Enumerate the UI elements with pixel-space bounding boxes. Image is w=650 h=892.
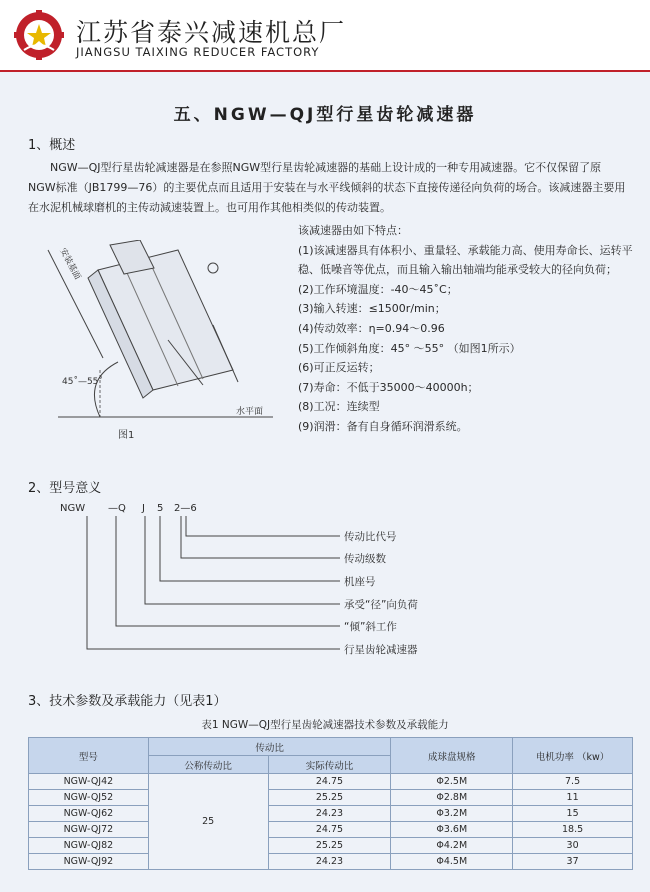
cell-power: 7.5	[513, 774, 633, 790]
table-row	[29, 822, 633, 838]
cell-model: NGW-QJ62	[29, 806, 149, 822]
table-row	[29, 806, 633, 822]
cell-power: 11	[513, 790, 633, 806]
cell-actual: 25.25	[268, 790, 391, 806]
feature-item: (7)寿命：不低于35000～40000h；	[298, 380, 479, 394]
cell-model: NGW-QJ42	[29, 774, 149, 790]
feature-item: (3)输入转速：≤1500r/min；	[298, 302, 446, 316]
feature-item: (2)工作环境温度：-40～45˚C；	[298, 282, 458, 296]
cell-actual: 24.23	[268, 854, 391, 870]
cell-actual: 24.75	[268, 822, 391, 838]
company-logo-icon	[14, 10, 64, 60]
code-meaning: 传动比代号	[344, 531, 397, 543]
cell-actual: 24.23	[268, 806, 391, 822]
cell-power: 37	[513, 854, 633, 870]
cell-model: NGW-QJ72	[29, 822, 149, 838]
features-intro: 该减速器由如下特点：	[298, 224, 408, 237]
table-row	[29, 790, 633, 806]
feature-item: (1)该减速器具有体积小、重量轻、承载能力高、使用寿命长、运转平稳、低噪音等优点，而且输入输出轴端均能承受较大的径向负荷；	[298, 243, 633, 277]
code-part: J	[142, 503, 145, 514]
angle-label: 45˚—55˚	[62, 377, 103, 387]
header-power: 电机功率 （kw）	[513, 738, 633, 774]
company-name-cn: 江苏省泰兴减速机总厂	[76, 18, 347, 47]
feature-item: (4)传动效率：η=0.94～0.96	[298, 321, 445, 335]
mount-surface-label: 安装基面	[57, 246, 83, 282]
header-actual: 实际传动比	[268, 756, 391, 774]
cell-model: NGW-QJ82	[29, 838, 149, 854]
code-meaning: 行星齿轮减速器	[344, 644, 418, 656]
horizontal-plane-label: 水平面	[236, 407, 264, 417]
code-meaning: “倾”斜工作	[344, 621, 397, 633]
header-divider	[0, 70, 650, 72]
company-name-en: JIANGSU TAIXING REDUCER FACTORY	[76, 45, 320, 59]
section-1-heading: 1、概述	[28, 138, 76, 153]
spec-table	[28, 737, 633, 870]
code-meaning: 机座号	[344, 576, 376, 588]
feature-item: (6)可正反运转；	[298, 361, 380, 375]
section-2-heading: 2、型号意义	[28, 481, 102, 496]
feature-item: (8)工况：连续型	[298, 400, 380, 414]
cell-gear: Φ4.5M	[391, 854, 513, 870]
feature-item: (9)润滑：备有自身循环润滑系统。	[298, 419, 468, 433]
cell-gear: Φ2.5M	[391, 774, 513, 790]
code-part: —Q	[108, 503, 126, 514]
angle-arc	[94, 362, 118, 417]
cell-gear: Φ3.6M	[391, 822, 513, 838]
header-ratio: 传动比	[148, 738, 391, 756]
table-row	[29, 854, 633, 870]
feature-item: (5)工作倾斜角度：45° ～55° （如图1所示）	[298, 341, 521, 355]
code-meaning: 传动级数	[344, 553, 386, 565]
figure-1-drawing	[28, 240, 288, 450]
cell-gear: Φ3.2M	[391, 806, 513, 822]
cell-actual: 24.75	[268, 774, 391, 790]
features-list	[298, 221, 638, 437]
table-row	[29, 838, 633, 854]
cell-nominal: 25	[148, 774, 268, 870]
cell-gear: Φ4.2M	[391, 838, 513, 854]
section-3-heading: 3、技术参数及承载能力（见表1）	[28, 694, 227, 709]
cell-model: NGW-QJ92	[29, 854, 149, 870]
header-nominal: 公称传动比	[148, 756, 268, 774]
header-model: 型号	[29, 738, 149, 774]
intro-paragraph: NGW—QJ型行星齿轮减速器是在参照NGW型行星齿轮减速器的基础上设计成的一种专用减速器。它不仅保留了原NGW标准（JB1799—76）的主要优点而且适用于安装在与水平线倾斜的状态下直接传递径向负荷的场合。该减速器主要用在水泥机械球磨机的主传动減速装置上。也可用作其他相类似的传动装置。	[28, 161, 626, 214]
code-part: 2—6	[174, 503, 197, 514]
cell-power: 18.5	[513, 822, 633, 838]
code-part: 5	[157, 503, 164, 514]
table-row	[29, 774, 633, 790]
reducer-body	[88, 240, 238, 398]
figure-caption: 图1	[118, 430, 135, 441]
cell-power: 15	[513, 806, 633, 822]
code-meaning: 承受“径”向负荷	[344, 599, 418, 611]
header-gear: 成球盘规格	[391, 738, 513, 774]
cell-actual: 25.25	[268, 838, 391, 854]
cell-model: NGW-QJ52	[29, 790, 149, 806]
page-title: 五、NGW—QJ型行星齿轮减速器	[173, 105, 477, 125]
table-caption: 表1 NGW—QJ型行星齿轮减速器技术参数及承载能力	[201, 719, 449, 731]
cell-power: 30	[513, 838, 633, 854]
cell-gear: Φ2.8M	[391, 790, 513, 806]
code-part: NGW	[60, 503, 86, 514]
